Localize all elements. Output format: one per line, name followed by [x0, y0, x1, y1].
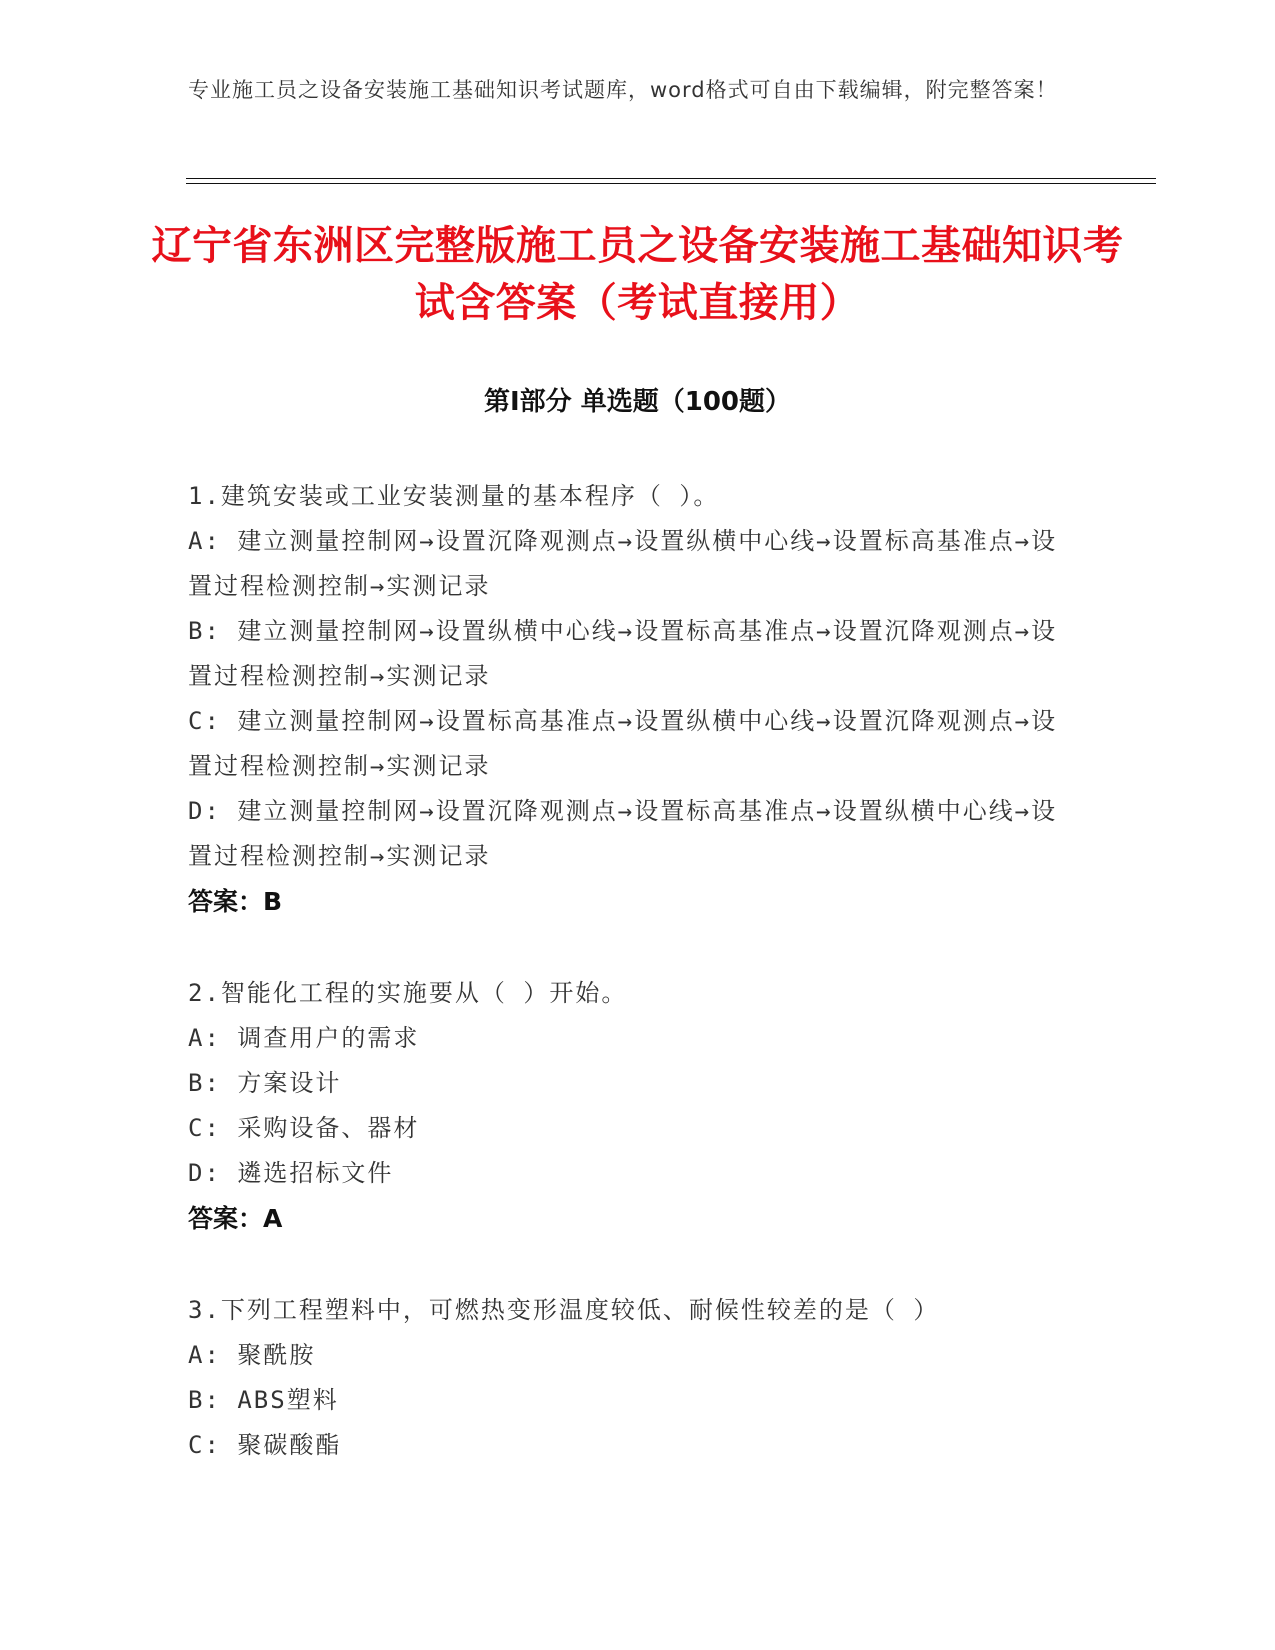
answer-line: 答案：A: [188, 1204, 283, 1233]
option-b: B: 建立测量控制网→设置纵横中心线→设置标高基准点→设置沉降观测点→设置过程检测控制→实测记录: [188, 617, 1058, 690]
option-d: D: 遴选招标文件: [188, 1159, 394, 1187]
question-block: [188, 474, 1068, 924]
header-divider-top: [186, 178, 1156, 179]
option-a: A: 建立测量控制网→设置沉降观测点→设置纵横中心线→设置标高基准点→设置过程检测控制→实测记录: [188, 527, 1058, 600]
header-note: 专业施工员之设备安装施工基础知识考试题库，word格式可自由下载编辑，附完整答案！: [188, 78, 1058, 102]
question-block: [188, 1288, 1068, 1468]
option-d: D: 建立测量控制网→设置沉降观测点→设置标高基准点→设置纵横中心线→设置过程检测控制→实测记录: [188, 797, 1058, 870]
option-c: C: 聚碳酸酯: [188, 1431, 342, 1459]
option-b: B: 方案设计: [188, 1069, 342, 1097]
option-b: B: ABS塑料: [188, 1386, 339, 1414]
option-c: C: 建立测量控制网→设置标高基准点→设置纵横中心线→设置沉降观测点→设置过程检测控制→实测记录: [188, 707, 1058, 780]
header-divider-bottom: [186, 183, 1156, 184]
answer-line: 答案：B: [188, 887, 283, 916]
option-c: C: 采购设备、器材: [188, 1114, 420, 1142]
question-list: [188, 474, 1068, 1515]
question-stem: 2.智能化工程的实施要从（ ）开始。: [188, 979, 628, 1007]
option-a: A: 调查用户的需求: [188, 1024, 420, 1052]
question-stem: 3.下列工程塑料中，可燃热变形温度较低、耐候性较差的是（ ）: [188, 1296, 940, 1324]
document-title: 辽宁省东洲区完整版施工员之设备安装施工基础知识考试含答案（考试直接用）: [151, 223, 1124, 326]
section-heading: 第Ⅰ部分 单选题（100题）: [484, 387, 791, 417]
question-stem: 1.建筑安装或工业安装测量的基本程序（ ）。: [188, 482, 720, 510]
question-block: [188, 971, 1068, 1241]
option-a: A: 聚酰胺: [188, 1341, 316, 1369]
